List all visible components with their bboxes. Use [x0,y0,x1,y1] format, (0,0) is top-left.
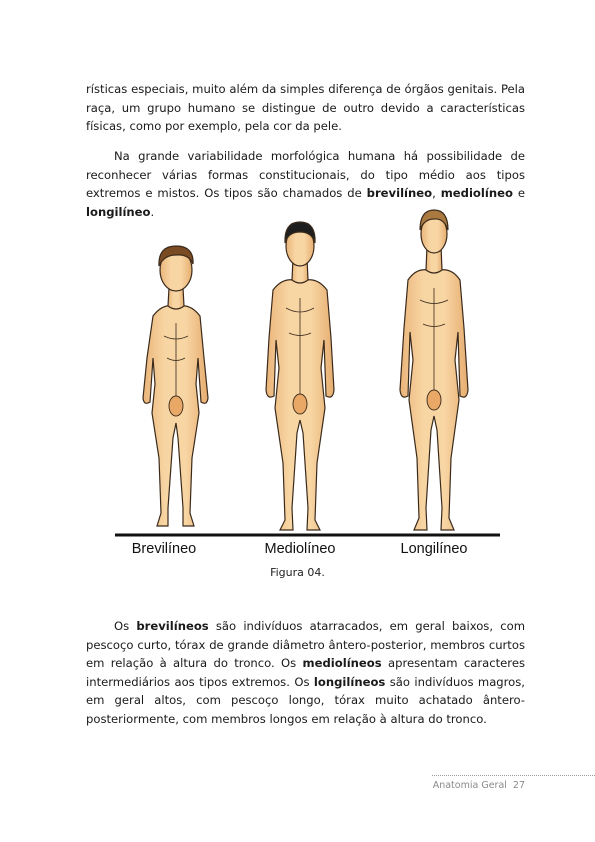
footer-title: Anatomia Geral [432,780,507,791]
term-brevilineo: brevilíneo [366,186,433,200]
label-mediolineo: Mediolíneo [264,541,336,557]
p2-sep1: , [432,186,441,200]
footer-rule [432,775,595,776]
body-types-illustration [112,208,502,560]
term-longilineo: longilíneo [86,204,151,219]
p2-end: . [150,204,155,219]
p2-sep2: e [512,186,525,200]
paragraph-intro: rísticas especiais, muito além da simples diferença de órgãos genitais. Pela raça, um grupo humano se distingue de outro devido a características físicas, como por exemplo, pela cor da pele. [86,82,525,133]
mediolineo-figure [266,222,334,530]
page-footer [427,780,525,791]
brevilineo-figure [143,246,208,526]
page-number: 27 [512,780,525,791]
p2-intro: Na grande variabilidade morfológica humana há possibilidade de reconhecer várias formas constitucionais, do tipo médio aos tipos extremos e mistos. Os tipos são chamados de [86,149,525,200]
body-types-figure [112,208,502,560]
paragraph-type-descriptions [86,617,525,728]
label-brevilineo: Brevilíneo [131,541,197,557]
label-longilineo: Longilíneo [400,541,468,557]
longilineo-figure [400,210,468,530]
term-longilineos: longilíneos [313,674,386,689]
p3-s3: apresentam caracteres intermediários aos tipos extremos. Os [86,656,525,689]
p3-s4: são indivíduos magros, em geral altos, com pescoço longo, tórax muito achatado ântero-posteriormente, com membros longos em relação à altura do tronco. [86,674,525,726]
p3-s1: Os [114,619,137,633]
term-brevilineos: brevilíneos [136,619,209,633]
term-mediolineos: mediolíneos [302,656,382,670]
figure-caption: Figura 04. [270,566,325,579]
term-mediolineo: mediolíneo [440,186,513,200]
p3-s2: são indivíduos atarracados, em geral baixos, com pescoço curto, tórax de grande diâmetro ântero-posterior, membros curtos em relação à altura do tronco. Os [86,619,525,670]
